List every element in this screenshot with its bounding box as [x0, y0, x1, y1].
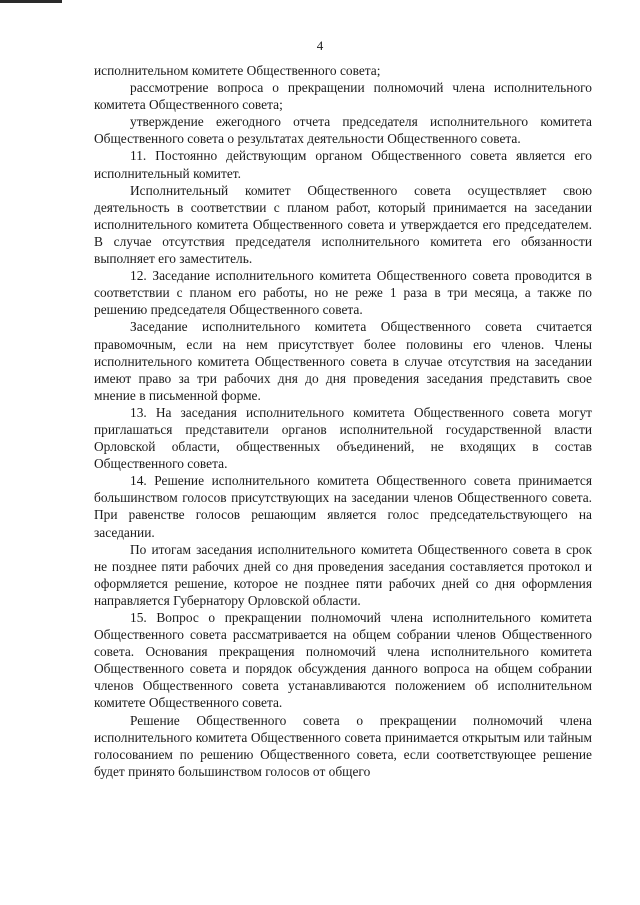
paragraph-clause-11: 11. Постоянно действующим органом Общественного совета является его исполнительный комитет. — [94, 148, 592, 181]
scan-edge-mark — [0, 0, 62, 3]
paragraph-clause-12: 12. Заседание исполнительного комитета Общественного совета проводится в соответствии с планом его работы, но не реже 1 раза в три месяца, а также по решению председателя Общественного совета. — [94, 268, 592, 318]
paragraph-list-item-termination: рассмотрение вопроса о прекращении полномочий члена исполнительного комитета Общественного совета; — [94, 80, 592, 113]
paragraph-termination-decision: Решение Общественного совета о прекращении полномочий члена исполнительного комитета Общественного совета принимается открытым или тайным голосованием по решению Общественного совета, если соответствующее решение будет принято большинством голосов от общего — [94, 712, 592, 779]
paragraph-meeting-results: По итогам заседания исполнительного комитета Общественного совета в срок не позднее пяти рабочих дней со дня проведения заседания составляется протокол и оформляется решение, которое не позднее пяти рабочих дней со дня оформления направляется Губернатору Орловской области. — [94, 541, 592, 608]
page-number: 4 — [316, 38, 324, 53]
document-body — [94, 62, 592, 780]
paragraph-executive-committee-work: Исполнительный комитет Общественного совета осуществляет свою деятельность в соответствии с планом работ, который принимается на заседании исполнительного комитета Общественного совета и утверждается его председателем. В случае отсутствия председателя исполнительного комитета его обязанности выполняет его заместитель. — [94, 182, 592, 267]
paragraph-clause-14: 14. Решение исполнительного комитета Общественного совета принимается большинством голосов присутствующих на заседании членов Общественного совета. При равенстве голосов решающим является голос председательствующего на заседании. — [94, 473, 592, 540]
paragraph-quorum: Заседание исполнительного комитета Общественного совета считается правомочным, если на нем присутствует более половины его членов. Члены исполнительного комитета Общественного совета в случае отсутствия на заседании имеют право за три рабочих дня до дня проведения заседания представить свое мнение в письменной форме. — [94, 319, 592, 403]
paragraph-continuation: исполнительном комитете Общественного совета; — [94, 63, 381, 78]
paragraph-clause-15: 15. Вопрос о прекращении полномочий члена исполнительного комитета Общественного совета рассматривается на общем собрании членов Общественного совета. Основания прекращения полномочий члена исполнительного комитета Общественного совета и порядок обсуждения данного вопроса на общем собрании членов Общественного совета устанавливаются положением об исполнительном комитете Общественного совета. — [94, 610, 592, 711]
paragraph-clause-13: 13. На заседания исполнительного комитета Общественного совета могут приглашаться представители органов исполнительной государственной власти Орловской области, общественных объединений, не входящих в состав Общественного совета. — [94, 404, 592, 472]
paragraph-list-item-annual-report: утверждение ежегодного отчета председателя исполнительного комитета Общественного совета о результатах деятельности Общественного совета. — [94, 114, 592, 147]
